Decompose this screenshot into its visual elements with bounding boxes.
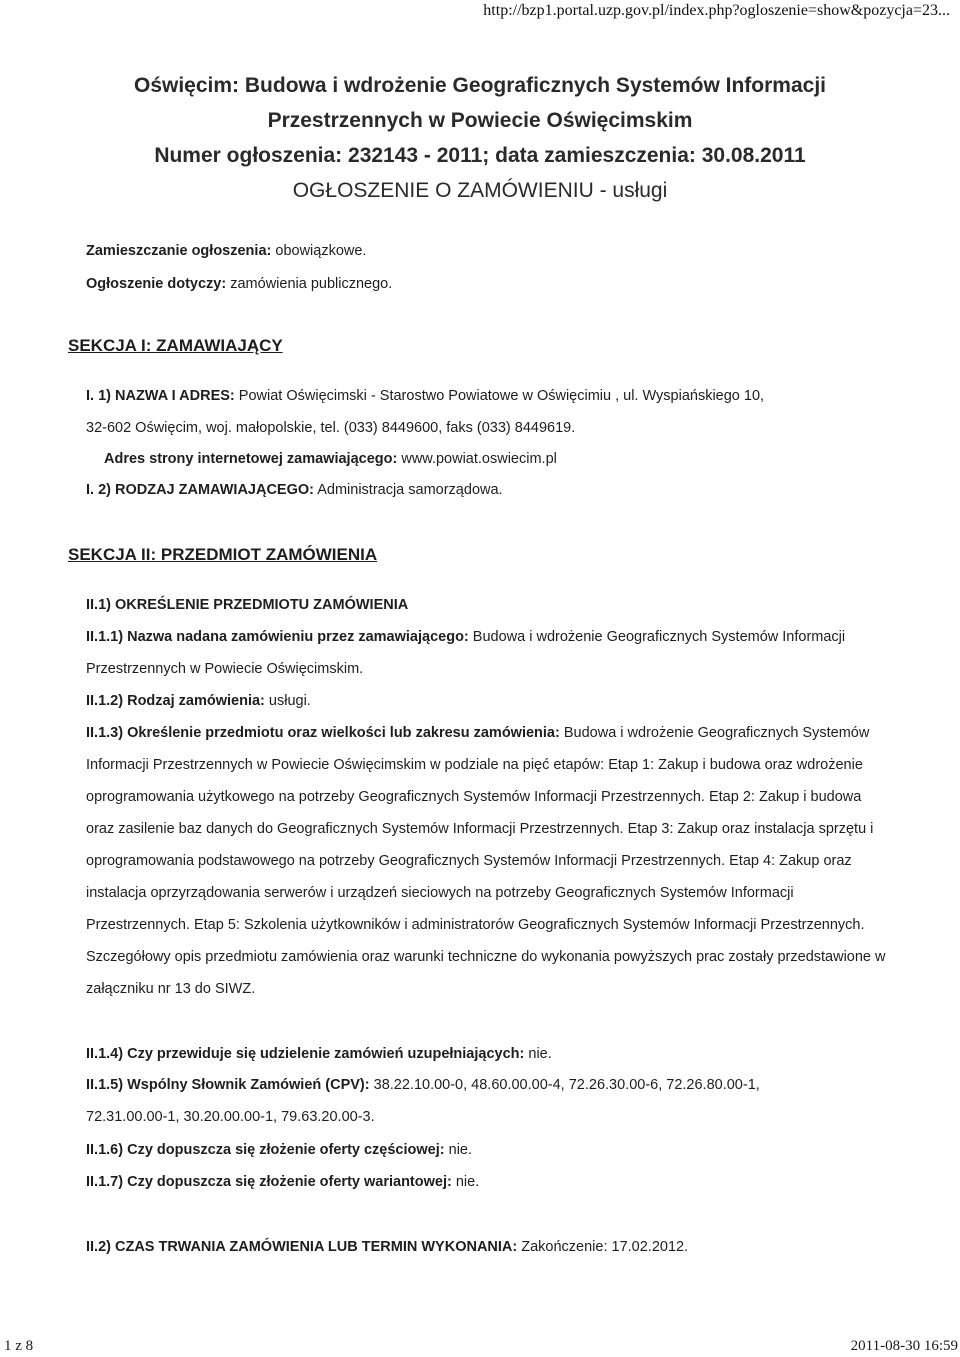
order-kind-value: usługi.	[268, 693, 311, 709]
order-kind-label: II.1.2) Rodzaj zamówienia:	[86, 693, 265, 709]
title-line-4: OGŁOSZENIE O ZAMÓWIENIU - usługi	[292, 179, 668, 202]
duration-label: II.2) CZAS TRWANIA ZAMÓWIENIA LUB TERMIN WYKONANIA:	[86, 1239, 518, 1255]
supplementary-row	[86, 1046, 552, 1062]
section-1-heading: SEKCJA I: ZAMAWIAJĄCY	[68, 336, 283, 355]
order-name-paragraph	[86, 621, 886, 685]
title-line-2: Przestrzennych w Powiecie Oświęcimskim	[267, 109, 693, 132]
order-scope-value: Budowa i wdrożenie Geograficznych Systemów Informacji Przestrzennych w Powiecie Oświęcimskim w podziale na pięć etapów: Etap 1: Zakup i budowa oraz wdrożenie oprogramowania użytkowego na potrzeby Geograficznych Systemów Informacji Przestrzennych. Etap 2: Zakup i budowa oraz zasilenie baz danych do Geograficznych Systemów Informacji Przestrzennych. Etap 3: Zakup oraz instalacja sprzętu i oprogramowania podstawowego na potrzeby Geograficznych Systemów Informacji Przestrzennych. Etap 4: Zakup oraz instalacja oprzyrządowania serwerów i urządzeń sieciowych na potrzeby Geograficznych Systemów Informacji Przestrzennych. Etap 5: Szkolenia użytkowników i administratorów Geograficznych Systemów Informacji Przestrzennych. Szczegółowy opis przedmiotu zamówienia oraz warunki techniczne do wykonania powyższych prac zostały przedstawione w załączniku nr 13 do SIWZ.	[86, 725, 886, 997]
duration-value: Zakończenie: 17.02.2012.	[521, 1239, 689, 1255]
address-line-2: 32-602 Oświęcim, woj. małopolskie, tel. (033) 8449600, faks (033) 8449619.	[86, 420, 576, 436]
cpv-label: II.1.5) Wspólny Słownik Zamówień (CPV):	[86, 1077, 370, 1093]
order-kind-row	[86, 693, 311, 709]
placement-value: obowiązkowe.	[275, 243, 367, 259]
partial-offer-label: II.1.6) Czy dopuszcza się złożenie oferty częściowej:	[86, 1142, 445, 1158]
order-scope-label: II.1.3) Określenie przedmiotu oraz wielkości lub zakresu zamówienia:	[86, 725, 560, 741]
placement-row	[86, 243, 366, 259]
contracting-type-value: Administracja samorządowa.	[317, 482, 503, 498]
name-address-label: I. 1) NAZWA I ADRES:	[86, 388, 235, 404]
website-value: www.powiat.oswiecim.pl	[401, 451, 557, 467]
section-2-heading: SEKCJA II: PRZEDMIOT ZAMÓWIENIA	[68, 545, 378, 564]
contracting-type-label: I. 2) RODZAJ ZAMAWIAJĄCEGO:	[86, 482, 314, 498]
variant-offer-row	[86, 1174, 479, 1190]
name-address-row	[86, 388, 764, 404]
subject-heading: II.1) OKREŚLENIE PRZEDMIOTU ZAMÓWIENIA	[86, 597, 409, 613]
variant-offer-label: II.1.7) Czy dopuszcza się złożenie oferty wariantowej:	[86, 1174, 452, 1190]
concerns-row	[86, 276, 392, 292]
duration-row	[86, 1239, 688, 1255]
title-line-1: Oświęcim: Budowa i wdrożenie Geograficznych Systemów Informacji	[134, 74, 826, 97]
cpv-value-line-2: 72.31.00.00-1, 30.20.00.00-1, 79.63.20.00-3.	[86, 1109, 375, 1125]
concerns-label: Ogłoszenie dotyczy:	[86, 276, 227, 292]
partial-offer-value: nie.	[448, 1142, 473, 1158]
supplementary-label: II.1.4) Czy przewiduje się udzielenie zamówień uzupełniających:	[86, 1046, 525, 1062]
contracting-type-row	[86, 482, 503, 498]
order-name-value: Budowa i wdrożenie Geograficznych Systemów Informacji Przestrzennych w Powiecie Oświęcimskim.	[86, 629, 846, 677]
title-line-3: Numer ogłoszenia: 232143 - 2011; data zamieszczenia: 30.08.2011	[154, 144, 806, 167]
cpv-value-line-1: 38.22.10.00-0, 48.60.00.00-4, 72.26.30.00-6, 72.26.80.00-1,	[373, 1077, 760, 1093]
website-row	[104, 451, 557, 467]
placement-label: Zamieszczanie ogłoszenia:	[86, 243, 272, 259]
order-name-label: II.1.1) Nazwa nadana zamówieniu przez zamawiającego:	[86, 629, 469, 645]
page-url: http://bzp1.portal.uzp.gov.pl/index.php?ogloszenie=show&pozycja=23...	[483, 2, 950, 19]
variant-offer-value: nie.	[455, 1174, 480, 1190]
partial-offer-row	[86, 1142, 472, 1158]
page-title	[0, 68, 960, 208]
name-address-value: Powiat Oświęcimski - Starostwo Powiatowe w Oświęcimiu , ul. Wyspiańskiego 10,	[238, 388, 765, 404]
cpv-row	[86, 1077, 760, 1093]
print-timestamp: 2011-08-30 16:59	[850, 1338, 958, 1354]
supplementary-value: nie.	[528, 1046, 552, 1062]
website-label: Adres strony internetowej zamawiającego:	[104, 451, 398, 467]
concerns-value: zamówienia publicznego.	[230, 276, 393, 292]
order-scope-paragraph	[86, 717, 886, 1005]
page-number: 1 z 8	[4, 1338, 34, 1354]
